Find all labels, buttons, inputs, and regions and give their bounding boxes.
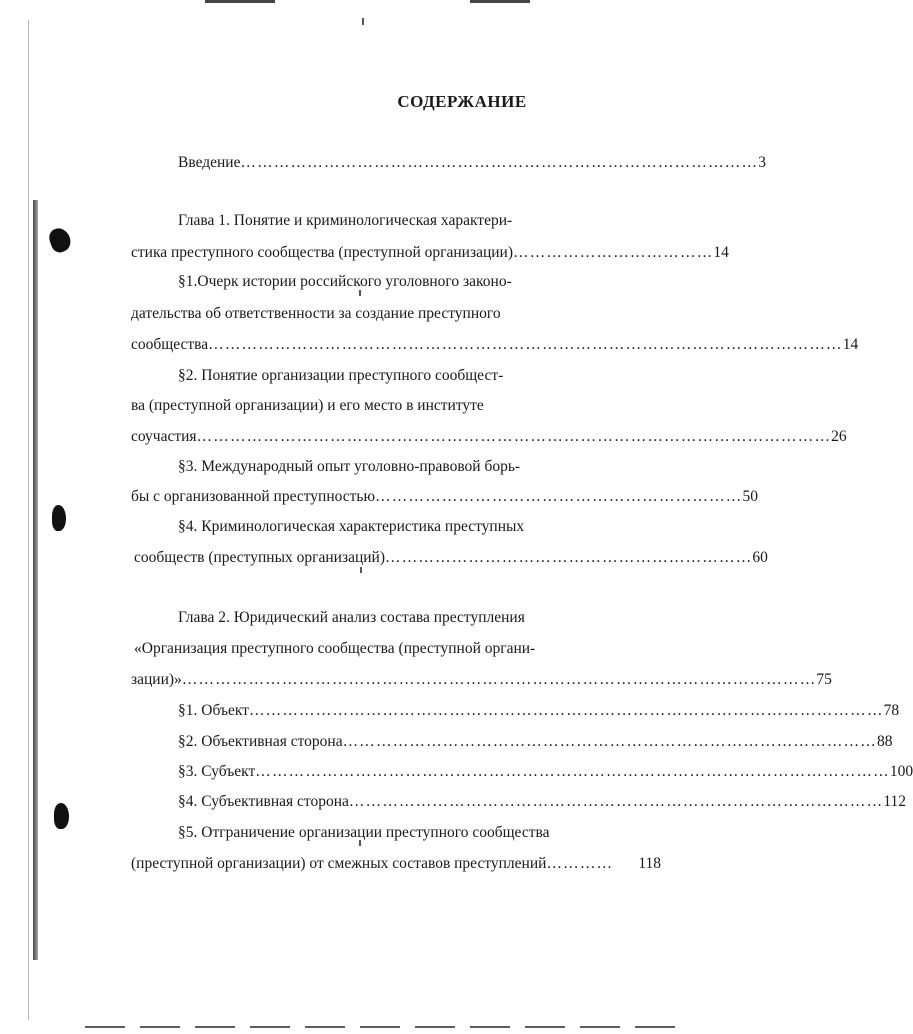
toc-chapter-2	[131, 670, 832, 690]
toc-page-number: 26	[831, 428, 847, 445]
toc-entry-text: §3. Субъект	[178, 763, 256, 780]
toc-section-1-3-line1: §3. Международный опыт уголовно-правовой борь-	[178, 458, 521, 475]
dot-leader: ……………………………………………………………………………………	[342, 733, 878, 750]
page-title: СОДЕРЖАНИЕ	[397, 92, 527, 111]
toc-section-1-1-line1: §1.Очерк истории российского уголовного законо-	[178, 273, 512, 290]
toc-section-2-4	[178, 792, 907, 812]
toc-page-number: 50	[742, 488, 758, 505]
toc-section-2-5-line1: §5. Отграничение организации преступного сообщества	[178, 824, 550, 841]
toc-section-1-1	[131, 335, 859, 355]
toc-page-number: 14	[713, 244, 729, 261]
toc-entry-text: §4. Субъективная сторона	[178, 793, 349, 810]
punch-hole-mark	[46, 225, 73, 254]
toc-section-2-2	[178, 732, 893, 752]
dot-leader: ……………………………………………………………………………………………………	[181, 671, 817, 688]
scan-top-mark	[470, 0, 530, 3]
dot-leader: ……………………………………………………………………………………………………	[196, 428, 832, 445]
toc-chapter-1-line1: Глава 1. Понятие и криминологическая характери-	[178, 212, 513, 229]
toc-chapter-1	[131, 243, 729, 263]
toc-page-number: 14	[842, 336, 859, 353]
toc-page-number: 88	[877, 733, 893, 750]
toc-entry-text: бы с организованной преступностью	[131, 488, 376, 505]
toc-entry-text: зации)»	[131, 671, 182, 688]
dot-leader: …………………………………………………………	[375, 488, 743, 505]
toc-section-1-2-line2: ва (преступной организации) и его место в институте	[131, 397, 484, 414]
dot-leader: ……………………………………………………………………………………………………	[255, 763, 890, 780]
toc-section-1-3	[131, 487, 758, 507]
dot-leader: …………………………………………………………………………………	[240, 154, 759, 171]
toc-page-number: 75	[816, 671, 832, 688]
toc-entry-text: §2. Объективная сторона	[178, 733, 343, 750]
toc-section-1-4	[134, 548, 768, 568]
scan-binding-shadow	[33, 200, 38, 960]
toc-section-1-2-line1: §2. Понятие организации преступного сообщест-	[178, 367, 504, 384]
toc-page-number: 100	[889, 763, 913, 780]
toc-page-number: 78	[883, 702, 900, 719]
toc-entry-text: §1. Объект	[178, 702, 249, 719]
dot-leader: ……………………………………………………………………………………	[348, 793, 884, 810]
toc-entry-text: стика преступного сообщества (преступной организации)	[131, 244, 513, 261]
dot-leader: ……………………………………………………………………………………………………	[248, 702, 884, 719]
scan-bottom-mark	[85, 1026, 685, 1028]
toc-page-number: 118	[638, 855, 661, 872]
dot-leader: ………………………………	[513, 244, 714, 261]
punch-hole-mark	[52, 505, 66, 531]
toc-chapter-2-line1: Глава 2. Юридический анализ состава преступления	[178, 609, 525, 626]
toc-section-1-2	[131, 427, 847, 447]
punch-hole-mark	[54, 803, 69, 829]
toc-section-1-1-line2: дательства об ответственности за создание преступного	[131, 305, 501, 322]
toc-section-1-4-line1: §4. Криминологическая характеристика преступных	[178, 518, 525, 535]
toc-section-2-1	[178, 701, 900, 721]
toc-entry-text: (преступной организации) от смежных составов преступлений	[131, 855, 547, 872]
toc-entry-text: Введение	[178, 154, 241, 171]
scan-speck	[362, 18, 364, 25]
toc-page-number: 112	[883, 793, 907, 810]
dot-leader: …………………………………………………………	[385, 549, 753, 566]
toc-section-2-5	[131, 854, 661, 874]
scan-edge-shadow	[28, 20, 29, 1020]
toc-entry-text: соучастия	[131, 428, 197, 445]
toc-entry-text: сообщества	[131, 336, 209, 353]
toc-page-number: 3	[758, 154, 766, 171]
toc-page-number: 60	[752, 549, 768, 566]
toc-entry-text: сообществ (преступных организаций)	[134, 549, 385, 566]
dot-leader: ……………………………………………………………………………………………………	[208, 336, 843, 353]
toc-chapter-2-line2: «Организация преступного сообщества (преступной органи-	[134, 640, 536, 657]
toc-section-2-3	[178, 762, 913, 782]
scan-top-mark	[205, 0, 275, 3]
dot-leader: …………	[546, 855, 614, 872]
toc-entry-intro	[178, 153, 766, 173]
